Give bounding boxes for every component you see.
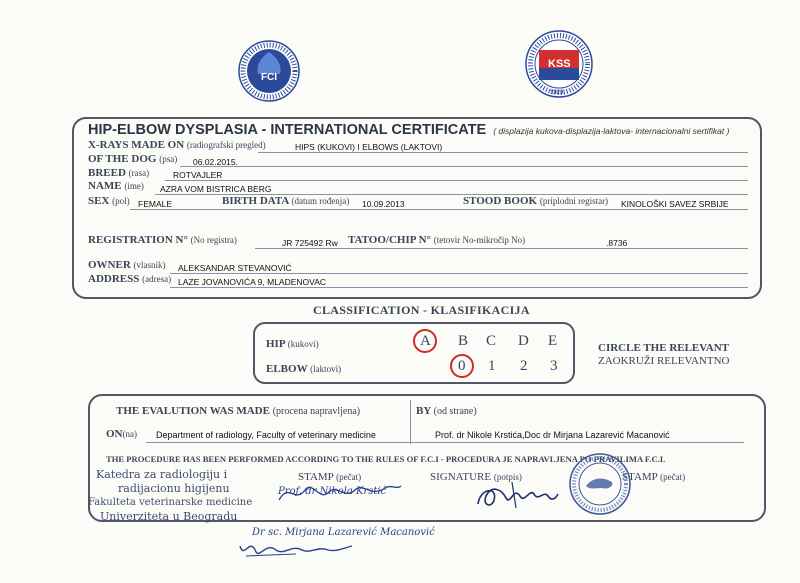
registration-value: JR 725492 Rw xyxy=(282,238,338,248)
classification-title: CLASSIFICATION - KLASIFIKACIJA xyxy=(313,303,530,317)
of-dog-label: OF THE DOG (psa) xyxy=(88,153,178,165)
hip-label: HIP (kukovi) xyxy=(266,338,319,350)
hip-grade-e[interactable]: E xyxy=(548,333,558,349)
stamp-line-1: Katedra za radiologiju i xyxy=(96,468,228,481)
birth-label: BIRTH DATA (datum rođenja) xyxy=(222,195,350,207)
procedure-text: THE PROCEDURE HAS BEEN PERFORMED ACCORDING TO THE RULES OF F.C.I - PROCEDURA JE NAPRAVLJENA PO PRAVILIMA F.C.I. xyxy=(106,454,666,464)
sex-label: SEX (pol) xyxy=(88,195,130,207)
hip-selected-circle xyxy=(413,329,437,353)
tatoo-label: TATOO/CHIP N° (tetovir No-mikročip No) xyxy=(348,234,526,246)
elbow-grade-1[interactable]: 1 xyxy=(488,358,496,374)
of-dog-value: 06.02.2015. xyxy=(193,157,238,167)
stamp-label: STAMP (pečat) xyxy=(298,471,362,483)
address-label: ADDRESS (adresa) xyxy=(88,273,172,285)
elbow-selected-circle xyxy=(450,354,474,378)
tatoo-value: .8736 xyxy=(606,238,628,248)
official-round-stamp xyxy=(568,452,632,516)
circle-relevant-en: CIRCLE THE RELEVANT xyxy=(598,342,730,354)
department-stamp xyxy=(88,468,288,524)
title-text: HIP-ELBOW DYSPLASIA - INTERNATIONAL CERTIFICATE xyxy=(88,122,487,138)
name-label: NAME (ime) xyxy=(88,180,144,192)
kss-logo xyxy=(525,28,593,100)
on-value: Department of radiology, Faculty of veterinary medicine xyxy=(156,430,376,440)
krstic-signature xyxy=(275,478,405,508)
stamp-line-3: Fakulteta veterinarske medicine xyxy=(88,497,253,508)
krstic-stamp-name: Prof. dr Nikola Krstić xyxy=(278,486,387,497)
sex-value: FEMALE xyxy=(138,199,173,209)
by-value: Prof. dr Nikole Krstića,Doc dr Mirjana Lazarević Macanović xyxy=(435,430,670,440)
kss-logo-text: KSS xyxy=(548,58,571,70)
elbow-grade-3[interactable]: 3 xyxy=(550,358,558,374)
birth-value: 10.09.2013 xyxy=(362,199,405,209)
fci-logo xyxy=(238,40,300,102)
owner-value: ALEKSANDAR STEVANOVIĆ xyxy=(178,263,292,273)
breed-label: BREED (rasa) xyxy=(88,167,150,179)
hip-grade-b[interactable]: B xyxy=(458,333,469,349)
stamp-line-2: radijacionu higijenu xyxy=(118,482,230,495)
circle-relevant-sr: ZAOKRUŽI RELEVANTNO xyxy=(598,355,730,367)
breed-value: ROTVAJLER xyxy=(173,170,223,180)
signer-signature xyxy=(236,532,366,562)
kss-year: 1923 xyxy=(550,90,564,96)
evaluation-made-label: THE EVALUTION WAS MADE (procena napravljena) xyxy=(116,405,361,417)
svg-text:FCI: FCI xyxy=(260,72,278,83)
stood-value: KINOLOŠKI SAVEZ SRBIJE xyxy=(621,199,729,209)
signature-scrawl xyxy=(472,478,562,514)
address-value: LAZE JOVANOVIĆA 9, MLADENOVAC xyxy=(178,277,327,287)
title-subtitle: ( displazija kukova-displazija-laktova- internacionalni sertifikat ) xyxy=(493,126,730,136)
hip-grade-d[interactable]: D xyxy=(518,333,529,349)
hip-grade-a[interactable]: A xyxy=(420,333,431,349)
elbow-grade-2[interactable]: 2 xyxy=(520,358,528,374)
xrays-label: X-RAYS MADE ON (radiografski pregled) xyxy=(88,139,266,151)
by-label: BY (od strane) xyxy=(416,405,477,417)
stood-label: STOOD BOOK (priplodni registar) xyxy=(463,195,609,207)
stamp-line-4: Univerziteta u Beogradu xyxy=(100,510,238,523)
on-label: ON(na) xyxy=(106,428,137,440)
certificate-title xyxy=(88,121,729,139)
evaluation-divider xyxy=(410,400,411,444)
name-value: AZRA VOM BISTRICA BERG xyxy=(160,184,272,194)
signature-label: SIGNATURE (potpis) xyxy=(430,471,522,483)
stamp2-label: STAMP (pečat) xyxy=(622,471,686,483)
xrays-value: HIPS (KUKOVI) I ELBOWS (LAKTOVI) xyxy=(295,142,443,152)
signer-name: Dr sc. Mirjana Lazarević Macanović xyxy=(252,527,435,538)
registration-label: REGISTRATION N° (No registra) xyxy=(88,234,237,246)
owner-label: OWNER (vlasnik) xyxy=(88,259,166,271)
elbow-label: ELBOW (laktovi) xyxy=(266,363,342,375)
elbow-grade-0[interactable]: 0 xyxy=(458,358,466,374)
hip-grade-c[interactable]: C xyxy=(486,333,497,349)
